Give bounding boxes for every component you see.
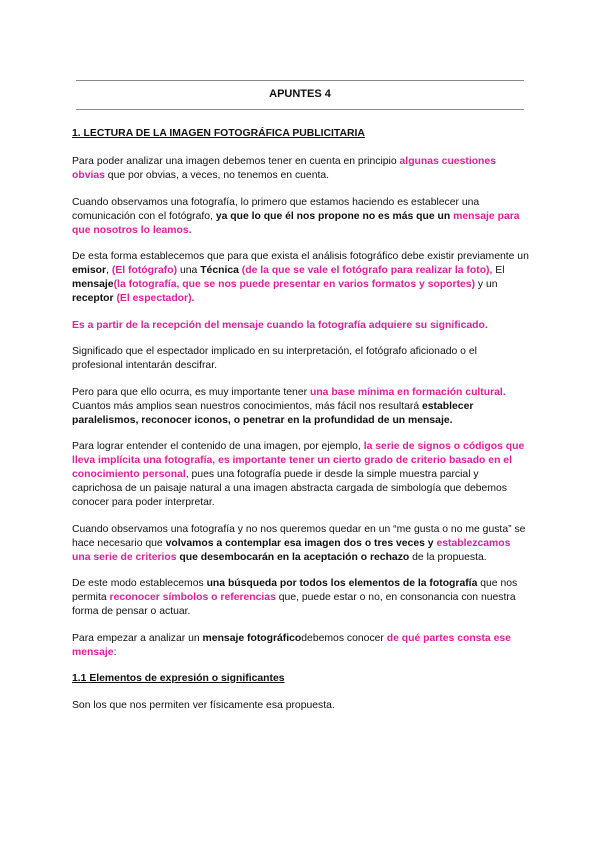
bold-text: receptor — [72, 293, 114, 304]
highlight-text: (El fotógrafo) — [111, 265, 178, 276]
bold-text: una búsqueda por todos los elementos de la fotografía — [206, 578, 478, 589]
highlight-text: (El espectador). — [116, 293, 195, 304]
subsection-heading: 1.1 Elementos de expresión o significantes — [72, 673, 285, 684]
section-heading: 1. LECTURA DE LA IMAGEN FOTOGRÁFICA PUBLICITARIA — [72, 128, 365, 139]
text: , — [106, 265, 112, 276]
text: Para lograr entender el contenido de una imagen, por ejemplo, — [72, 441, 364, 452]
paragraph — [72, 440, 530, 510]
text: , pues una fotografía puede ir desde la simple muestra parcial y caprichosa de un paisaje natural a una imagen abstracta cargada de simbología que debemos conocer para poder interpretar. — [72, 469, 507, 508]
highlight-text: una base mínima en formación cultural. — [309, 386, 506, 398]
paragraph — [72, 577, 530, 619]
text: El — [492, 265, 505, 276]
text: Cuantos más amplios sean nuestros conocimientos, más fácil nos resultará — [72, 400, 422, 412]
paragraph — [72, 632, 530, 660]
highlight-text: (la fotografía, que se nos puede presentar en varios formatos y soportes) — [113, 279, 476, 290]
text: Para poder analizar una imagen debemos tener en cuenta en principio — [72, 156, 400, 167]
text: Para empezar a analizar un — [72, 632, 203, 644]
highlight-text: establezcamos una serie de criterios — [72, 537, 511, 563]
text: De esta forma establecemos que para que exista el análisis fotográfico debe existir previamente un — [72, 251, 529, 262]
paragraph — [72, 250, 530, 306]
bold-text: que desembocarán en la aceptación o rechazo — [176, 551, 410, 563]
highlight-text: reconocer símbolos o referencias — [109, 592, 276, 603]
paragraph — [72, 155, 530, 183]
text: y un — [475, 279, 498, 290]
paragraph — [72, 196, 530, 238]
paragraph — [72, 386, 530, 428]
highlight-text: (de la que se vale el fotógrafo para realizar la foto), — [241, 265, 493, 276]
header-top-rule — [76, 80, 524, 81]
text: De este modo establecemos — [72, 578, 207, 589]
text: debemos conocer — [301, 632, 387, 644]
text: de la propuesta. — [409, 551, 487, 563]
text: : — [113, 646, 117, 658]
bold-text: volvamos a contemplar esa imagen dos o tres veces y — [165, 537, 437, 549]
page-title: APUNTES 4 — [269, 88, 331, 100]
text: Cuando observamos una fotografía, lo primero que estamos haciendo es establecer una comunicación con el fotógrafo, — [72, 196, 480, 222]
bold-text: Técnica — [200, 265, 239, 276]
text: que por obvias, a veces, no tenemos en cuenta. — [104, 170, 330, 181]
bold-text: emisor — [72, 265, 107, 276]
text: Cuando observamos una fotografía y no nos queremos quedar en un “me gusta o no me gusta” se hace necesario que — [72, 523, 526, 549]
bold-text: mensaje — [72, 279, 114, 290]
document-body — [72, 127, 530, 725]
text: que, puede estar o no, en consonancia con nuestra forma de pensar o actuar. — [72, 592, 516, 617]
text: Pero para que ello ocurra, es muy importante tener — [72, 386, 310, 398]
paragraph — [72, 523, 530, 565]
text: que nos permita — [72, 578, 518, 603]
paragraph: Significado que el espectador implicado en su interpretación, el fotógrafo aficionado o el profesional intentarán descifrar. — [72, 346, 477, 371]
bold-text: establecer paralelismos, reconocer iconos, o penetrar en la profundidad de un mensaje. — [72, 400, 474, 426]
text: una — [177, 265, 201, 276]
bold-text: ya que lo que él nos propone no es más que un — [215, 210, 454, 222]
highlight-paragraph: Es a partir de la recepción del mensaje cuando la fotografía adquiere su significado. — [72, 319, 488, 331]
paragraph: Son los que nos permiten ver físicamente esa propuesta. — [72, 699, 335, 711]
highlight-text: mensaje para que nosotros lo leamos. — [72, 210, 520, 236]
bold-text: mensaje fotográfico — [202, 632, 302, 644]
highlight-text: la serie de signos o códigos que lleva implícita una fotografía, es importante tener un cierto grado de criterio basado en el conocimiento personal — [72, 441, 525, 480]
highlight-text: de qué partes consta ese mensaje — [72, 632, 511, 658]
header-bottom-rule — [76, 109, 524, 110]
highlight-text: algunas cuestiones obvias — [72, 156, 496, 181]
